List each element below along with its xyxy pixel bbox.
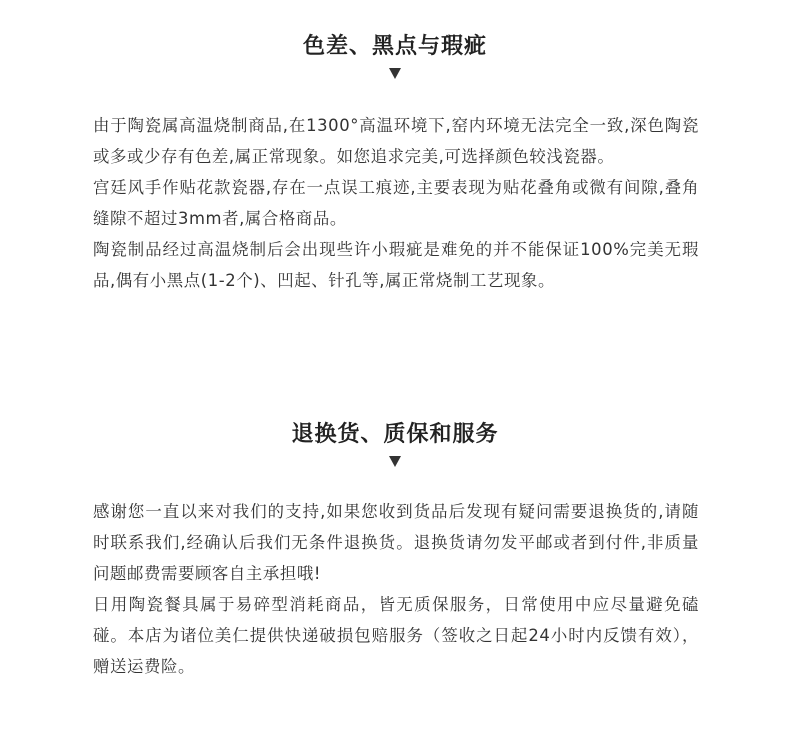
triangle-down-icon [389, 68, 401, 79]
paragraph-breakage-service: 日用陶瓷餐具属于易碎型消耗商品，皆无质保服务，日常使用中应尽量避免磕碰。本店为诸位美仁提供快递破损包赔服务（签收之日起24小时内反馈有效），赠送运费险。 [93, 595, 699, 676]
paragraph-firing-flaws: 陶瓷制品经过高温烧制后会出现些许小瑕疵是难免的并不能保证100%完美无瑕品,偶有小黑点(1-2个)、凹起、针孔等,属正常烧制工艺现象。 [93, 240, 699, 290]
section-title: 色差、黑点与瑕疵 [302, 34, 487, 59]
paragraph-return-policy: 感谢您一直以来对我们的支持,如果您收到货品后发现有疑问需要退换货的,请随时联系我们,经确认后我们无条件退换货。退换货请勿发平邮或者到付件,非质量问题邮费需要顾客自主承担哦! [93, 502, 699, 583]
section-title: 退换货、质保和服务 [291, 422, 499, 447]
section-body [93, 110, 699, 296]
section-returns-warranty [0, 418, 790, 676]
paragraph-decal-craft: 宫廷风手作贴花款瓷器,存在一点误工痕迹,主要表现为贴花叠角或微有间隙,叠角缝隙不超过3mm者,属合格商品。 [93, 178, 699, 228]
paragraph-color-difference: 由于陶瓷属高温烧制商品,在1300°高温环境下,窑内环境无法完全一致,深色陶瓷或多或少存有色差,属正常现象。如您追求完美,可选择颜色较浅瓷器。 [93, 116, 699, 166]
section-body [93, 496, 699, 682]
triangle-down-icon [389, 456, 401, 467]
section-color-defects [0, 30, 790, 290]
